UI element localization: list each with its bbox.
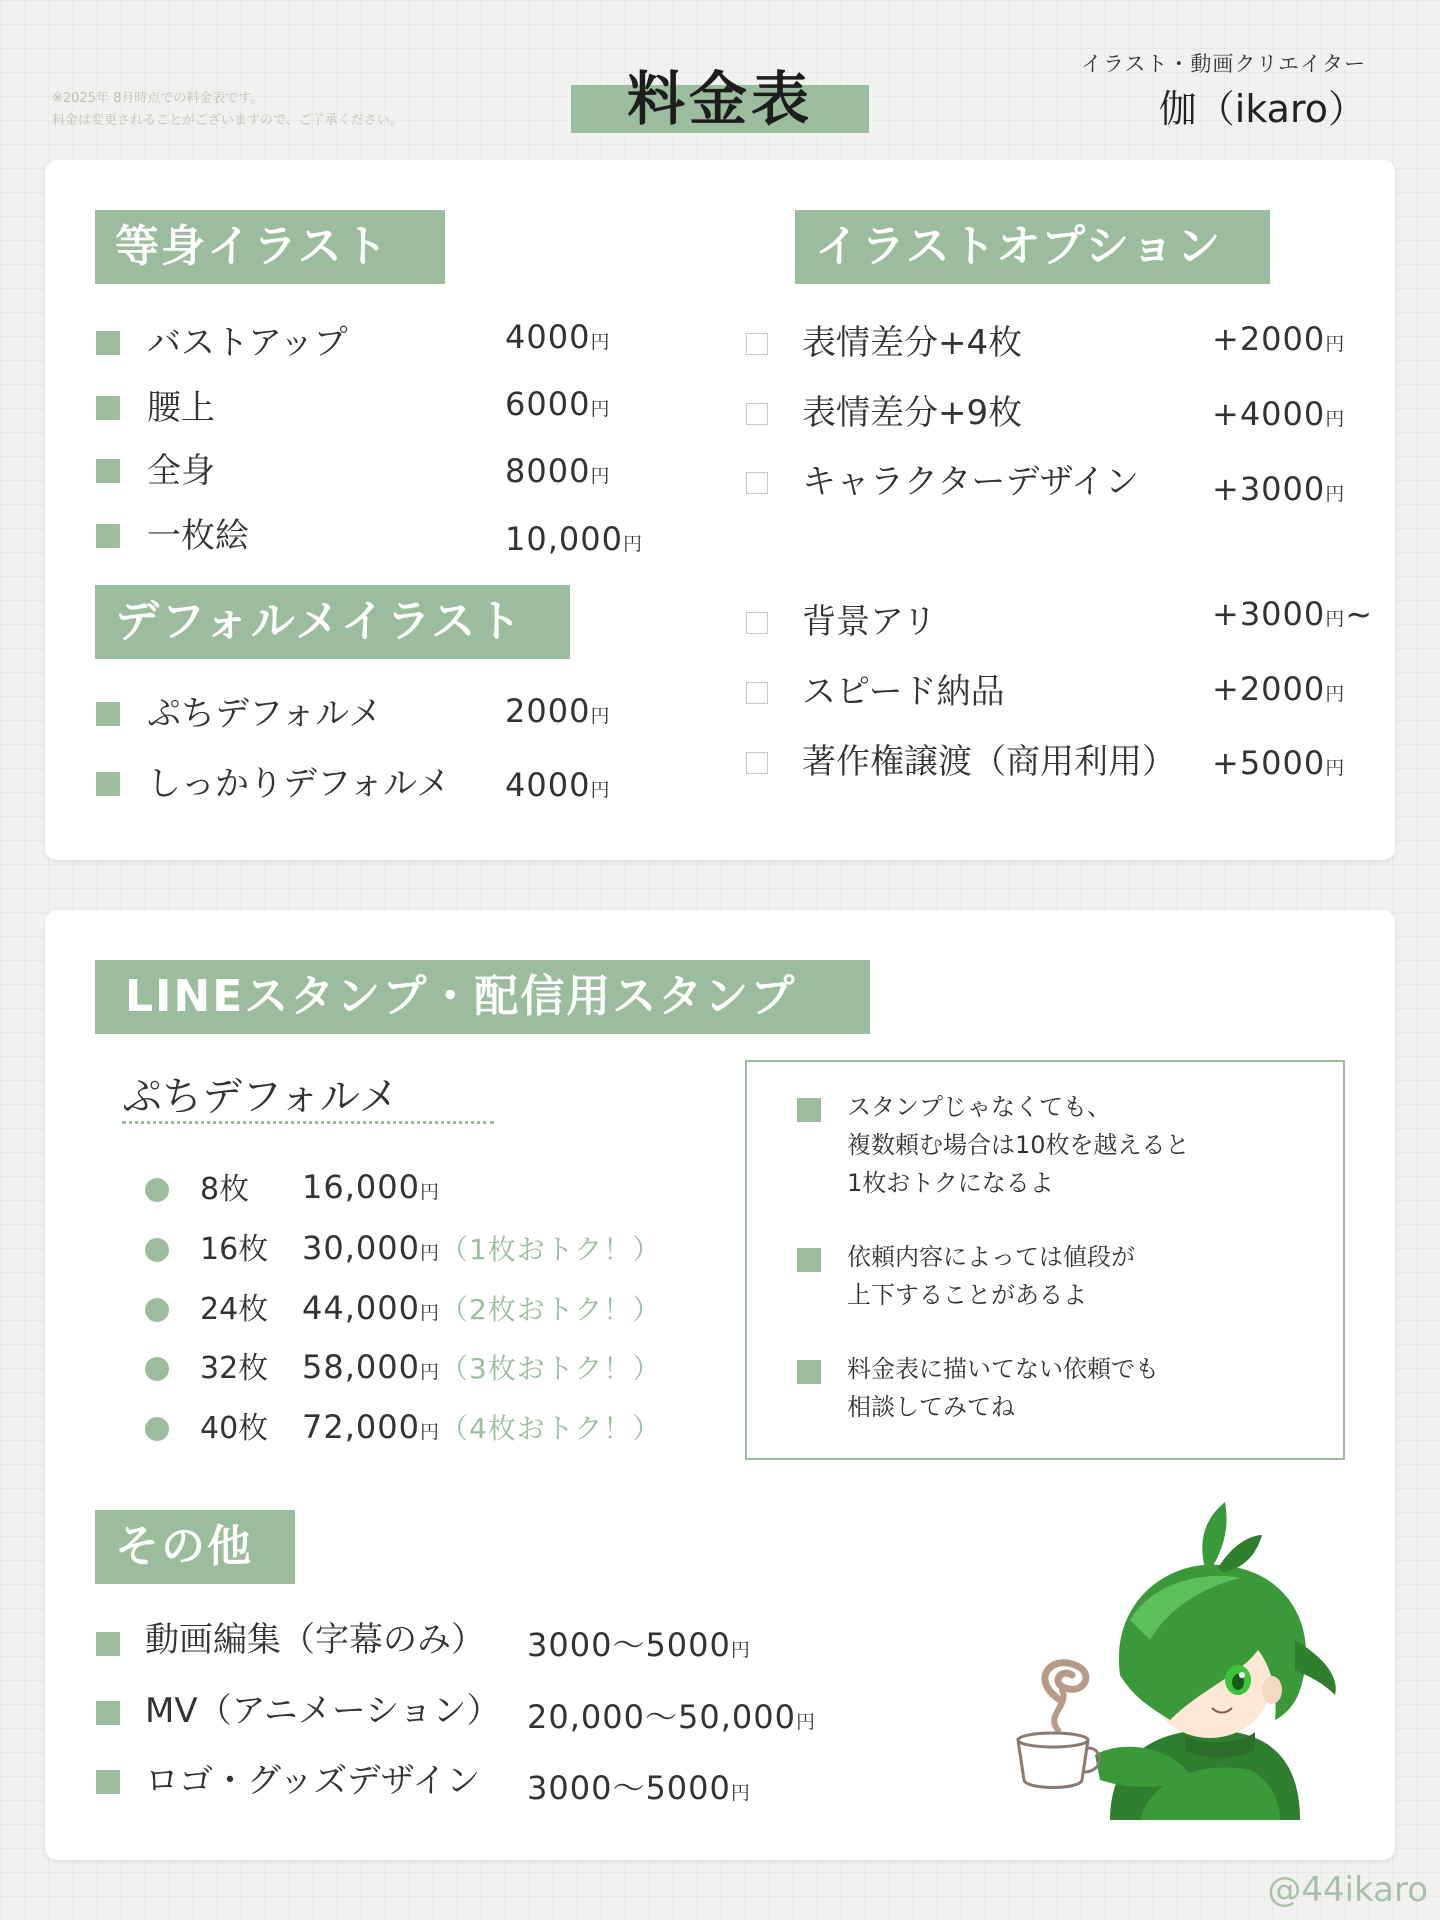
option-label: 著作権譲渡（商用利用）	[802, 742, 1176, 782]
stamp-count: 24枚	[200, 1292, 269, 1327]
option-price: +3000円~	[1212, 595, 1374, 633]
other-item-label: MV（アニメーション）	[145, 1691, 501, 1731]
bullet-square	[96, 702, 120, 726]
notice-line-2: 料金は変更されることがございますので、ご了承ください。	[52, 113, 403, 128]
deformed-item-price: 2000円	[505, 692, 611, 730]
bullet-square	[96, 1770, 120, 1794]
option-price: +4000円	[1212, 395, 1346, 433]
deformed-item-price: 4000円	[505, 766, 611, 804]
stamp-price: 16,000円	[302, 1168, 440, 1206]
full-body-item-price: 8000円	[505, 452, 611, 490]
bullet-dot	[145, 1357, 169, 1381]
stamp-price: 30,000円（1枚おトク！）	[302, 1229, 662, 1267]
bullet-dot	[145, 1298, 169, 1322]
stamp-info-box	[745, 1060, 1345, 1460]
bullet-square	[797, 1360, 821, 1384]
bullet-dot	[145, 1178, 169, 1202]
option-price: +5000円	[1212, 744, 1346, 782]
option-label: キャラクターデザイン	[802, 462, 1139, 502]
bullet-square	[96, 396, 120, 420]
notice-text	[52, 88, 403, 132]
option-label: 表情差分+9枚	[802, 393, 1023, 433]
notice-line-1: ※2025年 8月時点での料金表です。	[52, 91, 264, 106]
options-heading: イラストオプション	[795, 210, 1270, 284]
info-note-3: 料金表に描いてない依頼でも 相談してみてね	[847, 1355, 1159, 1421]
stamp-count: 8枚	[200, 1172, 250, 1207]
info-note-1: スタンプじゃなくても、 複数頼む場合は10枚を越えると 1枚おトクになるよ	[847, 1093, 1190, 1197]
full-body-item-label: 全身	[147, 451, 215, 491]
other-item-price: 20,000～50,000円	[527, 1698, 816, 1736]
creator-subtitle: イラスト・動画クリエイター	[1081, 52, 1366, 76]
option-label: 背景アリ	[802, 602, 937, 642]
info-note-2: 依頼内容によっては値段が 上下することがあるよ	[847, 1243, 1135, 1309]
deformed-heading: デフォルメイラスト	[95, 585, 570, 659]
chibi-character-illustration	[1000, 1490, 1350, 1820]
other-item-price: 3000～5000円	[527, 1769, 751, 1807]
watermark-handle: @44ikaro	[1267, 1870, 1428, 1910]
bullet-square	[797, 1248, 821, 1272]
other-item-label: ロゴ・グッズデザイン	[145, 1761, 481, 1801]
other-item-label: 動画編集（字幕のみ）	[145, 1620, 485, 1660]
bullet-square	[96, 524, 120, 548]
option-checkbox	[746, 682, 768, 704]
option-price: +3000円	[1212, 470, 1346, 508]
deformed-item-label: ぷちデフォルメ	[147, 694, 383, 734]
stamp-count: 16枚	[200, 1232, 269, 1267]
option-label: 表情差分+4枚	[802, 323, 1023, 363]
option-price: +2000円	[1212, 670, 1346, 708]
full-body-heading: 等身イラスト	[95, 210, 445, 284]
author-name: 伽（ikaro）	[1158, 87, 1366, 131]
bullet-square	[96, 459, 120, 483]
option-checkbox	[746, 752, 768, 774]
full-body-item-label: 一枚絵	[147, 516, 249, 556]
other-item-price: 3000～5000円	[527, 1626, 751, 1664]
stamp-price: 72,000円（4枚おトク！）	[302, 1408, 662, 1446]
full-body-item-label: 腰上	[147, 388, 215, 428]
deformed-item-label: しっかりデフォルメ	[147, 764, 451, 804]
stamp-count: 32枚	[200, 1351, 269, 1386]
bullet-dot	[145, 1238, 169, 1262]
stamps-subheading: ぷちデフォルメ	[122, 1065, 494, 1124]
bullet-square	[96, 772, 120, 796]
option-label: スピード納品	[802, 672, 1005, 712]
full-body-item-price: 6000円	[505, 385, 611, 423]
other-heading: その他	[95, 1510, 295, 1584]
stamps-heading: LINEスタンプ・配信用スタンプ	[95, 960, 870, 1034]
option-price: +2000円	[1212, 320, 1346, 358]
full-body-item-label: バストアップ	[147, 323, 348, 363]
option-checkbox	[746, 612, 768, 634]
bullet-square	[96, 331, 120, 355]
option-checkbox	[746, 472, 768, 494]
full-body-item-price: 10,000円	[505, 520, 643, 558]
stamp-price: 58,000円（3枚おトク！）	[302, 1348, 662, 1386]
stamp-count: 40枚	[200, 1411, 269, 1446]
bullet-dot	[145, 1417, 169, 1441]
bullet-square	[96, 1632, 120, 1656]
option-checkbox	[746, 333, 768, 355]
option-checkbox	[746, 403, 768, 425]
page-title: 料金表	[626, 65, 813, 133]
bullet-square	[96, 1701, 120, 1725]
full-body-item-price: 4000円	[505, 318, 611, 356]
stamp-price: 44,000円（2枚おトク！）	[302, 1289, 662, 1327]
bullet-square	[797, 1098, 821, 1122]
